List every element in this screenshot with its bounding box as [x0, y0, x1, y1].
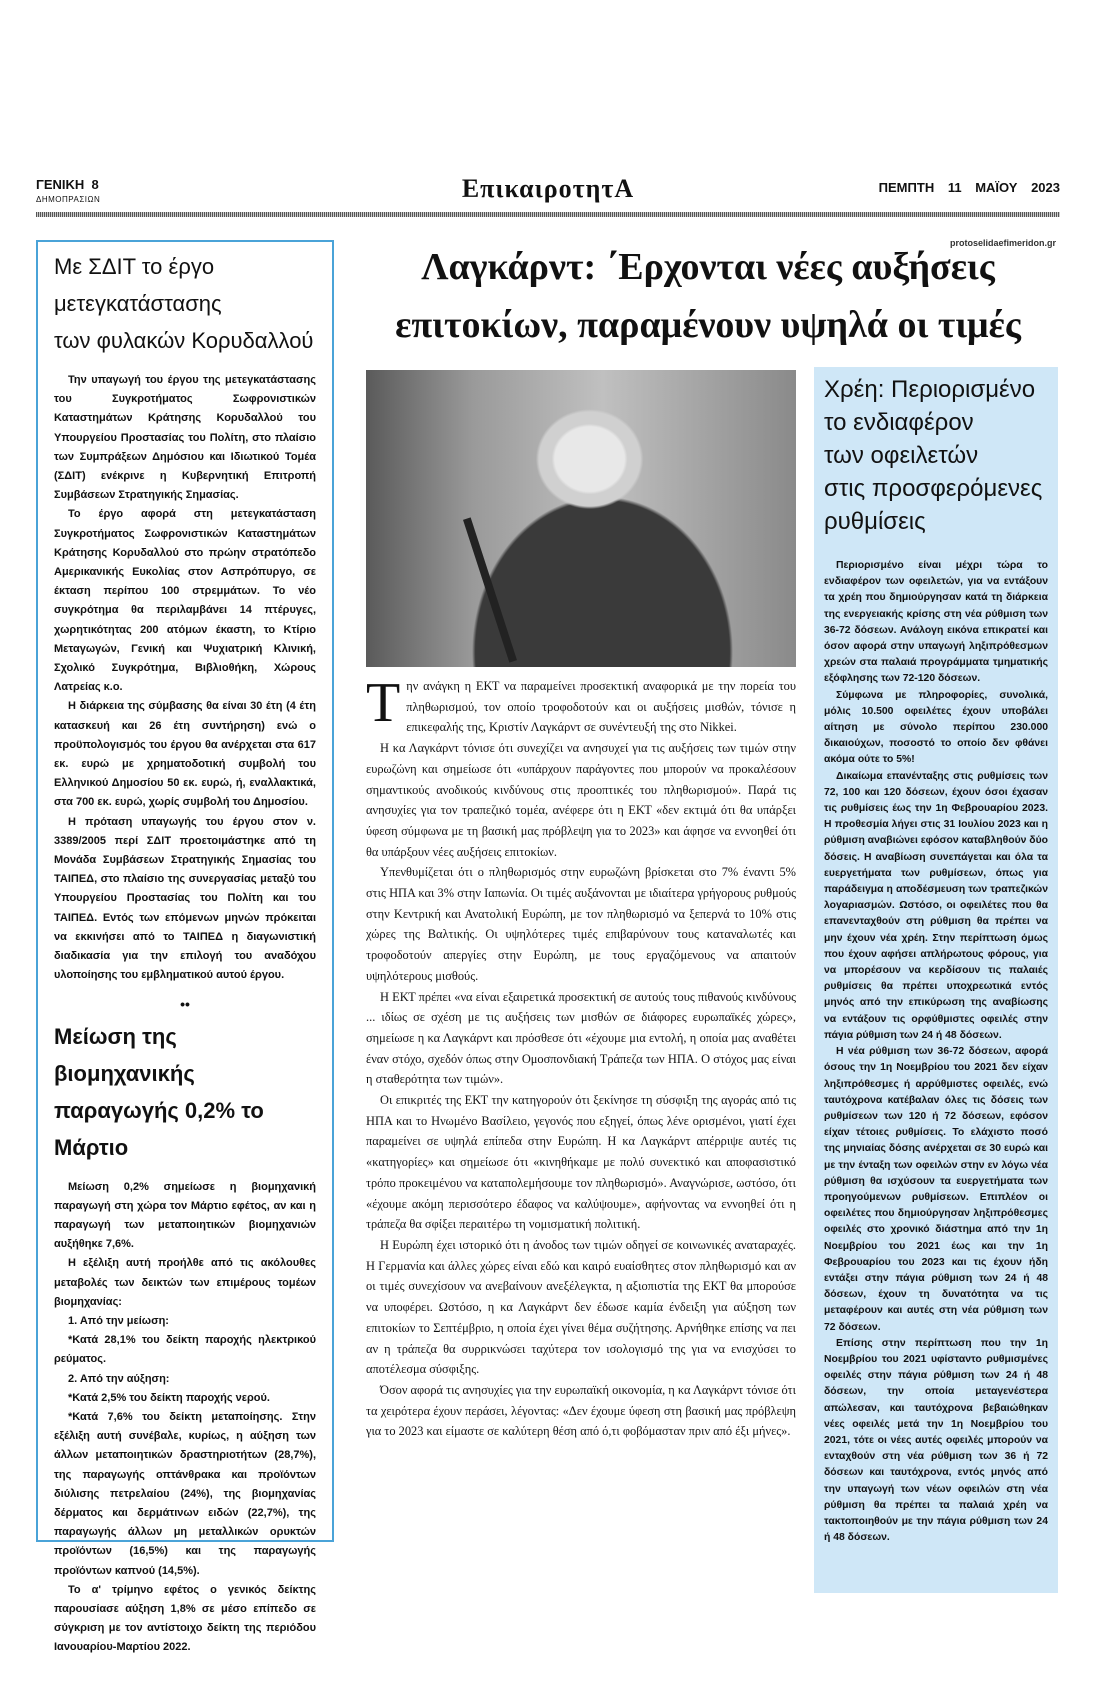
- lagarde-photo: [366, 370, 796, 667]
- paragraph: Όσον αφορά τις ανησυχίες για την ευρωπαϊκή οικονομία, η κα Λαγκάρντ τόνισε ότι τα χειρότερα έχουν περάσει, λέγοντας: «Δεν έχουμε ύφεση στη βασική μας πρόβλεψη για το 2023 και είμαστε σε καλύτερη θέση από ό,τι φοβόμασταν πριν από έξι μήνες».: [366, 1382, 796, 1439]
- paragraph: Η νέα ρύθμιση των 36-72 δόσεων, αφορά όσους την 1η Νοεμβρίου του 2021 δεν είχαν ληξιπρόθεσμες ή αρρύθμιστες οφειλές, ενώ ταυτόχρονα κατέβαλαν όλες τις δόσεις των ρυθμίσεων των 120 ή 72 δόσεων, εφόσον είχαν τέτοιες ρυθμίσεις. Το ελάχιστο ποσό της μηνιαίας δόσης ανέρχεται σε 30 ευρώ και με την ένταξη των οφειλών στην εν λόγω νέα ρύθμιση θα ισχύσουν τα ευεργετήματα των προηγούμενων ρυθμίσεων. Επιπλέον οι οφειλέτες που δημιούργησαν ληξιπρόθεσμες οφειλές στο χρονικό διάστημα από την 1η Νοεμβρίου του 2021 έως και την 1η Φεβρουαρίου του 2023 και τις έχουν ήδη εντάξει στην πάγια ρύθμιση των 24 ή 48 δόσεων, έχουν τη δυνατότητα να τις μεταφέρουν και αυτές στη νέα ρύθμιση των 72 δόσεων.: [824, 1046, 1048, 1333]
- headline-line: επιτοκίων, παραμένουν υψηλά οι τιμές: [395, 304, 1021, 346]
- paragraph: Υπενθυμίζεται ότι ο πληθωρισμός στην ευρωζώνη βρίσκεται στο 7% έναντι 5% στις ΗΠΑ και 3% στην Ιαπωνία. Οι τιμές αυξάνονται με ιδιαίτερα γρήγορους ρυθμούς στην Κεντρική και Ανατολική Ευρώπη, με τον πληθωρισμό να ξεπερνά το 10% στις χώρες της Βαλτικής. Οι υψηλότερες τιμές επιβαρύνουν τους καταναλωτές και τροφοδοτούν απεργίες στην Ευρώπη, με τους εργαζόμενους να απαιτούν υψηλότερους μισθούς.: [366, 865, 796, 983]
- paragraph: Την υπαγωγή του έργου της μετεγκατάστασης του Συγκροτήματος Σωφρονιστικών Καταστημάτων Κράτησης Κορυδαλλού του Υπουργείου Προστασίας του Πολίτη, στο πλαίσιο των Συμπράξεων Δημόσιου και Ιδιωτικού Τομέα (ΣΔΙΤ) ενέκρινε η Κυβερνητική Επιτροπή Συμβάσεων Στρατηγικής Σημασίας.: [54, 374, 316, 502]
- paragraph: Η Ευρώπη έχει ιστορικό ότι η άνοδος των τιμών οδηγεί σε κοινωνικές αναταραχές. Η Γερμανία και άλλες χώρες είναι εδώ και καιρό ευαίσθητες στον πληθωρισμό και αν οι τιμές συνεχίσουν να ανεβαίνουν ανεξέλεγκτα, η αξιοπιστία της ΕΚΤ θα μπορούσε να υποφέρει. Ωστόσο, η κα Λαγκάρντ δεν έδωσε καμία ένδειξη για αύξηση των επιτοκίων το Σεπτέμβριο, η οποία έχει γίνει θέμα συζήτησης. Αρνήθηκε επίσης να πει αν η τράπεζα θα συρρικνώσει ταχύτερα τον ισολογισμό της για να ενισχύσει το αποτέλεσμα σύσφιξης.: [366, 1237, 796, 1377]
- paragraph: Μείωση 0,2% σημείωσε η βιομηχανική παραγωγή στη χώρα τον Μάρτιο εφέτος, αν και η παραγωγή των μεταποιητικών βιομηχανιών αυξήθηκε 7,6%.: [54, 1180, 316, 1251]
- paragraph: Οι επικριτές της ΕΚΤ την κατηγορούν ότι ξεκίνησε τη σύσφιξη της αγοράς από τις ΗΠΑ και το Ηνωμένο Βασίλειο, γεγονός που εξηγεί, όπως λένε ορισμένοι, γιατί έχει παραμείνει σε υψηλά επίπεδα στην Ευρώπη. Η κα Λαγκάρντ απέρριψε αυτές τις «κατηγορίες» και σημείωσε ότι «κινηθήκαμε με πολύ συνεκτικό και αποφασιστικό τρόπο προκειμένου να καταπολεμήσουμε τον πληθωρισμό». Αναγνώρισε, ωστόσο, ότι «έχουμε ακόμη περισσότερο έδαφος να καλύψουμε», αφήνοντας να εννοηθεί ότι η τράπεζα θα σφίξει περαιτέρω τη νομισματική πολιτική.: [366, 1093, 796, 1232]
- paragraph: Η εξέλιξη αυτή προήλθε από τις ακόλουθες μεταβολές των δεικτών των επιμέρους τομέων βιομηχανίας:: [54, 1257, 316, 1308]
- lead-text: ην ανάγκη η ΕΚΤ να παραμείνει προσεκτική αναφορικά με την πορεία του πληθωρισμού, τον οποίο τροφοδοτούν και οι αυξήσεις μισθών, τόνισε η επικεφαλής της, Κριστίν Λαγκάρντ σε συνέντευξή της στο Nikkei.: [406, 679, 796, 735]
- issue-date: [879, 180, 1060, 195]
- masthead: [36, 176, 1060, 216]
- watermark: protoselidaefimeridon.gr: [949, 238, 1056, 248]
- separator: ••: [180, 995, 190, 1012]
- paragraph: *Κατά 7,6% του δείκτη μεταποίησης. Στην εξέλιξη αυτή συνέβαλε, κυρίως, η αύξηση των άλλων μεταποιητικών δραστηριοτήτων (28,7%), της παραγωγής οπτάνθρακα και προϊόντων διύλισης πετρελαίου (24%), της βιομηχανίας δέρματος και δερμάτινων ειδών (22,7%), της παραγωγής άλλων μη μεταλλικών ορυκτών προϊόντων (16,5%) και της παραγωγής προϊόντων καπνού (14,5%).: [54, 1410, 316, 1577]
- debts-title-line: Χρέη: Περιορισμένο: [824, 376, 1036, 403]
- paragraph: 2. Από την αύξηση:: [68, 1372, 170, 1385]
- page-title: ΕπικαιροτητΑ: [461, 174, 635, 203]
- paragraph: Το α' τρίμηνο εφέτος ο γενικός δείκτης παρουσίασε αύξηση 1,8% σε μέσο επίπεδο σε σύγκριση με τον αντίστοιχο δείκτη της περιόδου Ιανουαρίου-Μαρτίου 2022.: [54, 1583, 316, 1654]
- paragraph: Περιορισμένο είναι μέχρι τώρα το ενδιαφέρον των οφειλετών, για να εντάξουν τα χρέη που δημιούργησαν κατά τη διάρκεια της ενεργειακής κρίσης στη νέα ρύθμιση των 36-72 δόσεων. Ανάλογη εικόνα επικρατεί και όσον αφορά στην υπαγωγή ληξιπρόθεσμων χρεών στα παλαιά προγράμματα τμηματικής εξόφλησης των 72-120 δόσεων.: [824, 560, 1048, 685]
- article1-title-line: Με ΣΔΙΤ το έργο: [54, 254, 215, 279]
- main-headline: [350, 238, 1066, 354]
- paragraph: Η πρόταση υπαγωγής του έργου στον ν. 3389/2005 περί ΣΔΙΤ προετοιμάστηκε από τη Μονάδα Συμβάσεων Στρατηγικής Σημασίας του ΤΑΙΠΕΔ, στο πλαίσιο της συνεργασίας μεταξύ του Υπουργείου Προστασίας του Πολίτη και του ΤΑΙΠΕΔ. Εντός των επόμενων μηνών πρόκειται να εκκινήσει από το ΤΑΙΠΕΔ η διαγωνιστική διαδικασία για την επιλογή του αναδόχου υλοποίησης του εμβληματικού αυτού έργου.: [54, 815, 316, 982]
- debts-title-line: το ενδιαφέρον: [824, 409, 974, 436]
- right-sidebar-box: [814, 367, 1058, 1593]
- issue-day: ΠΕΜΠΤΗ: [878, 180, 935, 195]
- section-name: ΓΕΝΙΚΗ: [36, 177, 85, 192]
- section-subtitle: ΔΗΜΟΠΡΑΣΙΩΝ: [36, 195, 101, 204]
- issue-date-text: 11 ΜΑΪΟΥ 2023: [947, 180, 1060, 195]
- debts-title-line: ρυθμίσεις: [824, 508, 926, 535]
- left-sidebar-box: [36, 240, 334, 1654]
- paragraph: Η ΕΚΤ πρέπει «να είναι εξαιρετικά προσεκτική σε αυτούς τους πιθανούς κινδύνους ... ιδίως σε σχέση με τις αυξήσεις των μισθών σε διάφορες ευρωπαϊκές χώρες», σημείωσε η κα Λαγκάρντ και πρόσθεσε ότι «έχουμε μια εντολή, η οποία μας αναθέτει έναν στόχο, σχεδόν όπως στην Ομοσπονδιακή Τράπεζα των ΗΠΑ. Ο στόχος μας είναι η σταθερότητα των τιμών».: [366, 989, 796, 1087]
- debts-title-line: των οφειλετών: [824, 442, 979, 469]
- paragraph: Σύμφωνα με πληροφορίες, συνολικά, μόλις 10.500 οφειλέτες έχουν υποβάλει αίτηση με σύνολο περίπου 230.000 δικαιούχων, ποσοστό το οποίο δεν φθάνει ακόμα ούτε το 5%!: [824, 689, 1048, 766]
- paragraph: 1. Από την μείωση:: [68, 1314, 169, 1327]
- article1-title-line: μετεγκατάστασης: [54, 291, 222, 316]
- masthead-rule: [36, 212, 1060, 217]
- debts-title-line: στις προσφερόμενες: [824, 475, 1043, 502]
- article1-title: [54, 248, 316, 359]
- article2-title-line: παραγωγής 0,2% το Μάρτιο: [54, 1097, 264, 1160]
- microphone-icon: [463, 517, 517, 662]
- article2-title: [54, 1018, 316, 1166]
- drop-cap: Τ: [366, 672, 401, 734]
- paragraph: Επίσης στην περίπτωση που την 1η Νοεμβρίου του 2021 υφίσταντο ρυθμισμένες οφειλές στην πάγια ρύθμιση των 24 ή 48 δόσεων, την οποία μεταγενέστερα απώλεσαν, και ταυτόχρονα βεβαιώθηκαν νέες οφειλές μετά την 1η Νοεμβρίου του 2021, τότε οι νέες αυτές οφειλές μπορούν να ενταχθούν στη νέα ρύθμιση των 36 ή 72 δόσεων και ταυτόχρονα, εντός μηνός από την υπαγωγή των νέων οφειλών στη νέα ρύθμιση θα πρέπει τα παλαιά χρέη να τακτοποιηθούν με την πάγια ρύθμιση των 24 ή 48 δόσεων.: [824, 1337, 1048, 1544]
- article1-body: [54, 371, 316, 986]
- article2-title-line: Μείωση της βιομηχανικής: [54, 1023, 195, 1086]
- debts-body: [824, 558, 1048, 1546]
- paragraph: Η κα Λαγκάρντ τόνισε ότι συνεχίζει να ανησυχεί για τις αυξήσεις των τιμών στην ευρωζώνη και σημείωσε ότι «υπάρχουν παράγοντες που μπορούν να προκαλέσουν σημαντικούς ανοδικούς κινδύνους στις προοπτικές του πληθωρισμού». Παρά τις ανησυχίες για τον τραπεζικό τομέα, ανέφερε ότι η ΕΚΤ «δεν εκτιμά ότι θα υπάρξει ύφεση σύμφωνα με τη βασική μας πρόβλεψη για το 2023» και άφησε να εννοηθεί ότι θα υπάρξουν νέες αυξήσεις επιτοκίων.: [366, 741, 796, 859]
- article1-title-line: των φυλακών Κορυδαλλού: [54, 328, 314, 353]
- lead-paragraph: [366, 672, 796, 738]
- page-number: 8: [91, 177, 99, 192]
- paragraph: *Κατά 2,5% του δείκτη παροχής νερού.: [68, 1391, 270, 1404]
- paragraph: Δικαίωμα επανένταξης στις ρυθμίσεις των 72, 100 και 120 δόσεων, έχουν όσοι έχασαν τις ρυθμίσεις έως την 1η Φεβρουαρίου 2023. Η προθεσμία λήγει στις 31 Ιουλίου 2023 και η ρύθμιση αναβιώνει εφόσον καταβληθούν δύο δόσεις. Η αναβίωση συνεπάγεται και όλα τα ευεργετήματα των ρυθμίσεων, όπως για παράδειγμα η αποδέσμευση των τραπεζικών λογαριασμών. Ωστόσο, οι οφειλέτες που θα επανενταχθούν στη ρύθμιση θα πρέπει να μην έχουν νέα χρέη. Στην περίπτωση όμως που έχουν αφήσει απλήρωτους φόρους, για να μπορέσουν να κερδίσουν τις παλαιές ρυθμίσεις θα πρέπει υποχρεωτικά εντός μηνός από την επικύρωση της αναβίωσης να εντάξουν τις ορφύθμιστες οφειλές στην πάγια ρύθμιση των 24 ή 48 δόσεων.: [824, 770, 1048, 1041]
- article2-body: [54, 1178, 316, 1658]
- paragraph: Η διάρκεια της σύμβασης θα είναι 30 έτη (4 έτη κατασκευή και 26 έτη συντήρηση) ενώ ο προϋπολογισμός του έργου θα ανέρχεται στα 617 εκ. ευρώ με χρηματοδοτική συμβολή του Ελληνικού Δημοσίου 50 εκ. ευρώ, ή, εναλλακτικά, στα 700 εκ. ευρώ, χωρίς συμβολή του Δημοσίου.: [54, 700, 316, 809]
- main-article: [366, 672, 796, 1442]
- paragraph: Το έργο αφορά στη μετεγκατάσταση Συγκροτήματος Σωφρονιστικών Καταστημάτων Κράτησης Κορυδαλλού στο πρώην στρατόπεδο Αμερικανικής Ευκολίας στον Ασπρόπυργο, σε έκταση περίπου 100 στρεμμάτων. Το νέο συγκρότημα θα περιλαμβάνει 14 πτέρυγες, χωρητικότητας 200 ατόμων έκαστη, το Κτίριο Μεταγωγών, Γενική και Ψυχιατρική Κλινική, Σχολικό Συγκρότημα, Βιβλιοθήκη, Χώρους Λατρείας κ.ο.: [54, 508, 316, 694]
- paragraph: *Κατά 28,1% του δείκτη παροχής ηλεκτρικού ρεύματος.: [54, 1334, 316, 1366]
- headline-line: Λαγκάρντ: ΄Ερχονται νέες αυξήσεις: [421, 246, 995, 288]
- debts-title: [824, 373, 1048, 538]
